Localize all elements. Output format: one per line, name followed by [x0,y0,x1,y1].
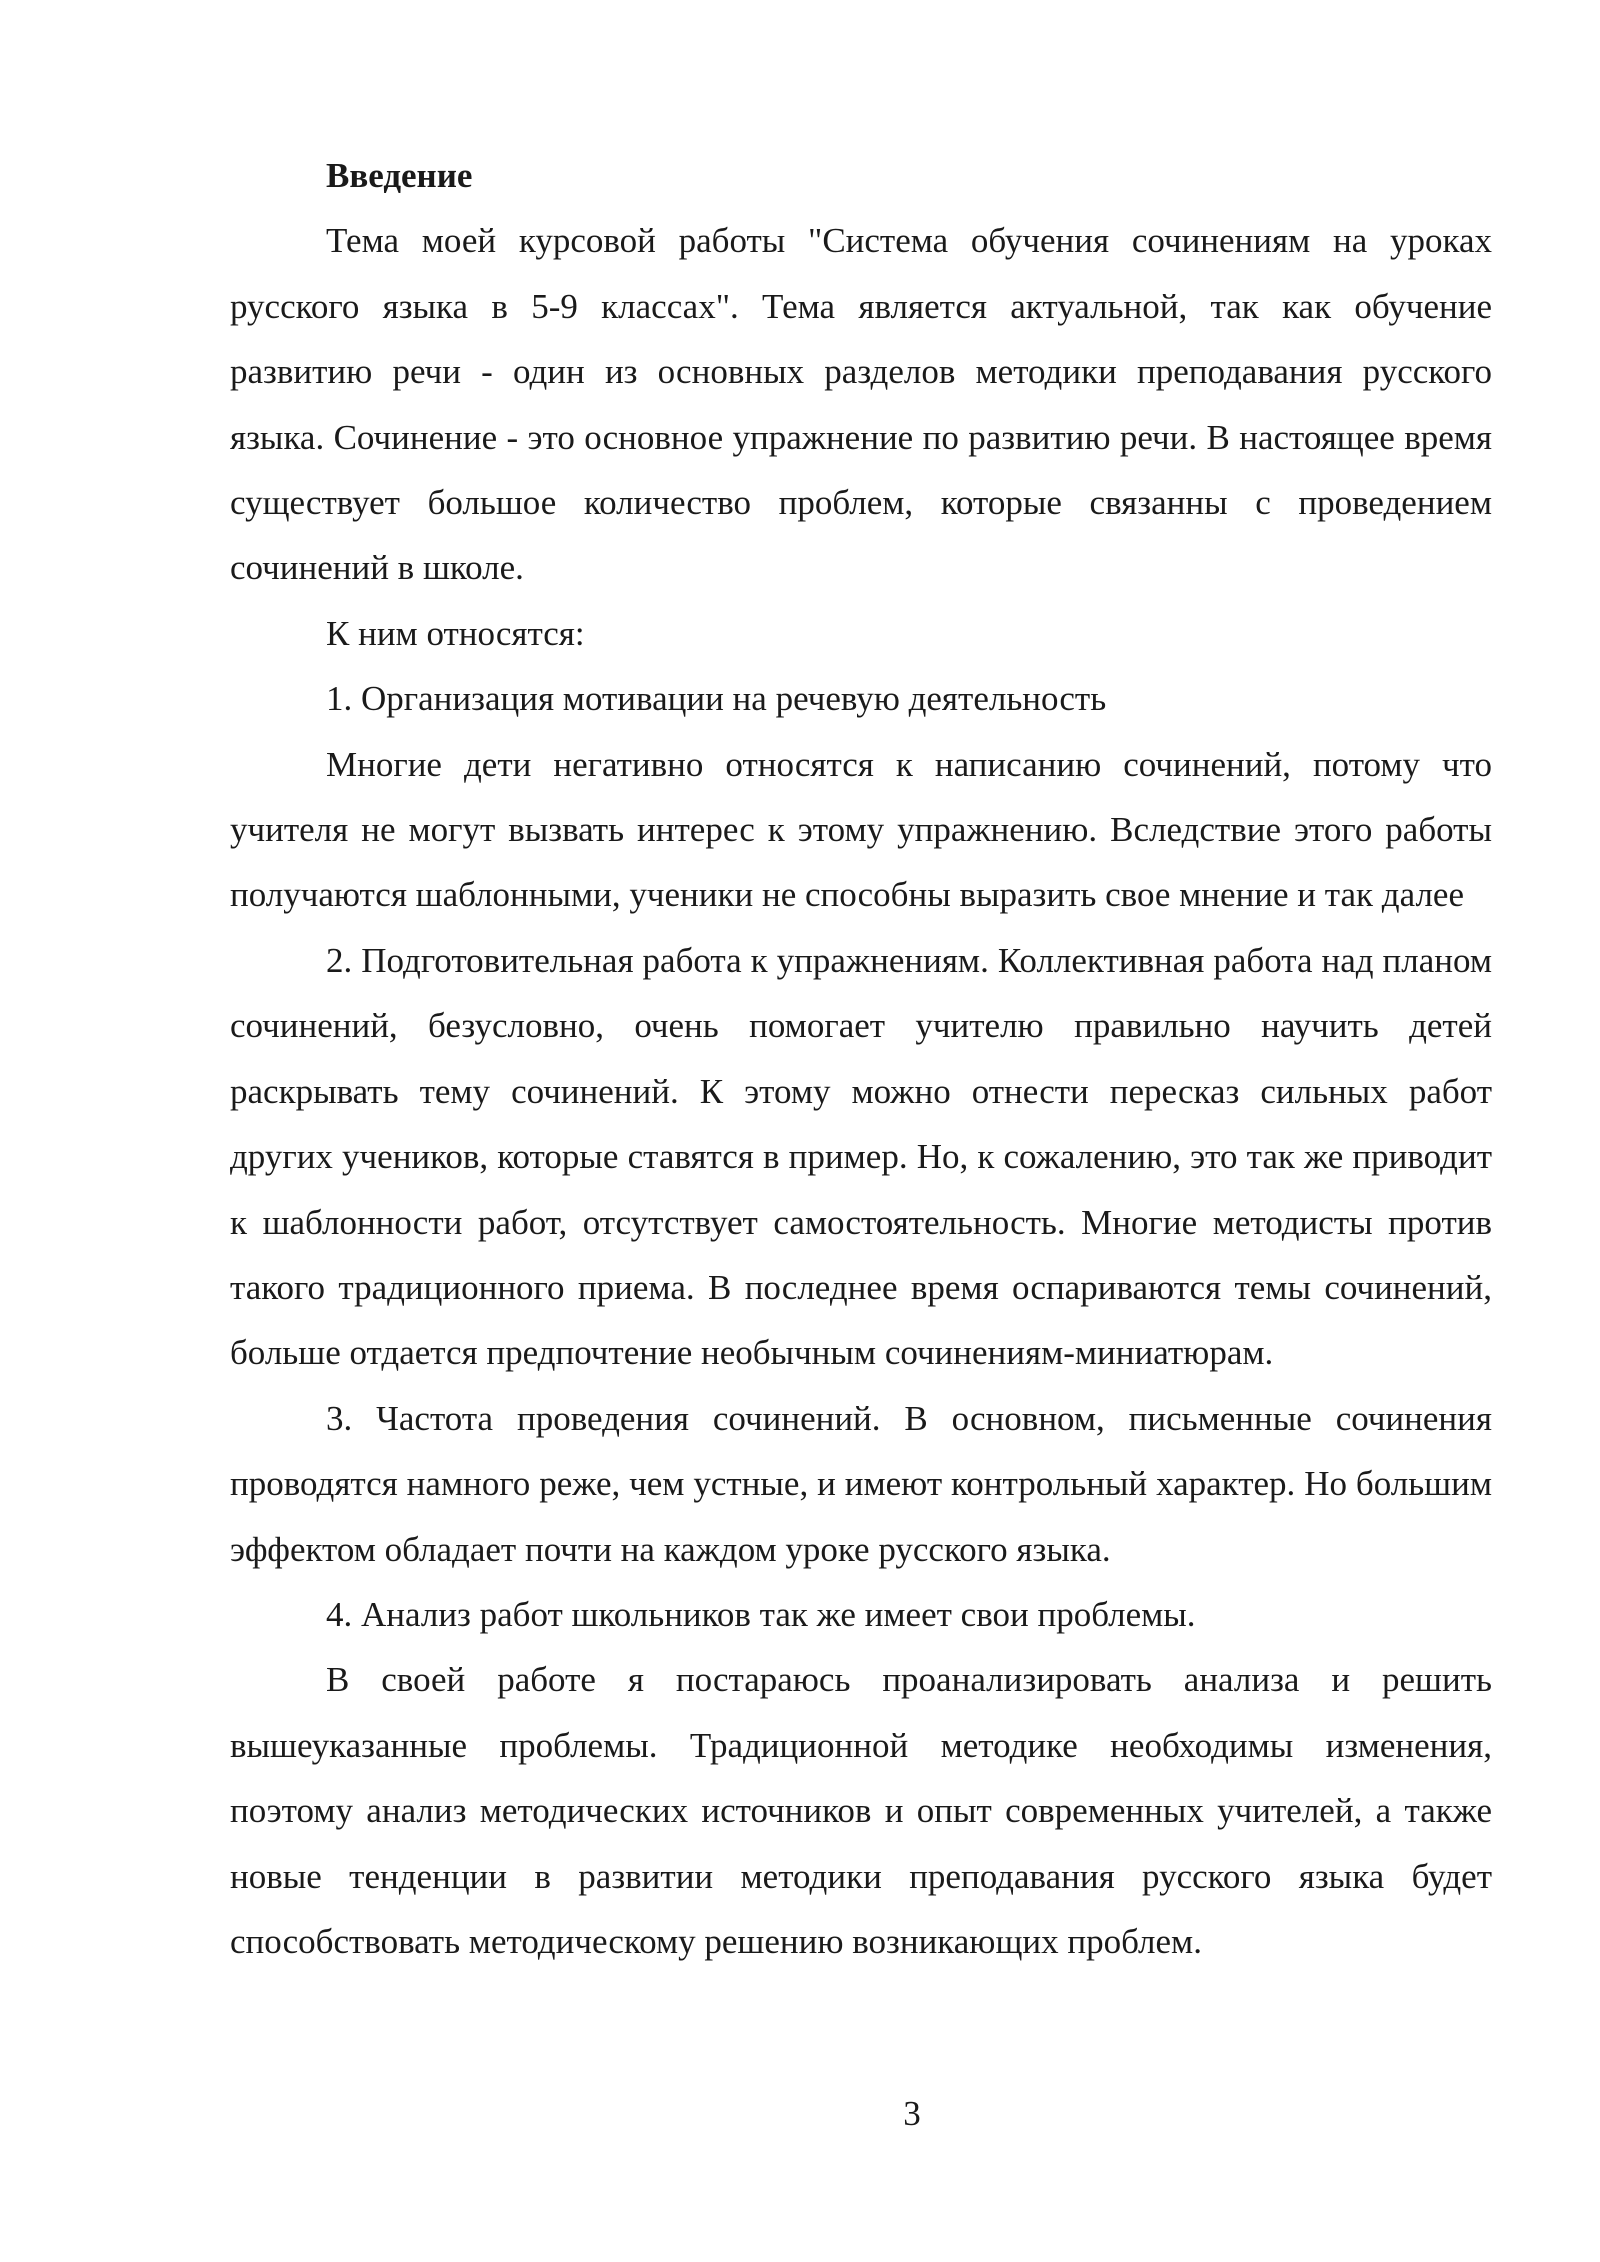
paragraph-topic: Тема моей курсовой работы "Система обучения сочинениям на уроках русского языка в 5-9 классах". Тема является актуальной, так как обучение развитию речи - один из основных разделов методики преподавания русского языка. Сочинение - это основное упражнение по развитию речи. В настоящее время существует большое количество проблем, которые связанны с проведением сочинений в школе. [230,221,1492,588]
paragraph-problems-intro: К ним относятся: [326,613,585,653]
section-heading: Введение [326,156,473,195]
page-number: 3 [903,2094,921,2133]
paragraph-problem-1-detail: Многие дети негативно относятся к написанию сочинений, потому что учителя не могут вызвать интерес к этому упражнению. Вследствие этого работы получаются шаблонными, ученики не способны выразить свое мнение и так далее [230,744,1492,915]
paragraph-conclusion: В своей работе я постараюсь проанализировать анализа и решить вышеуказанные проблемы. Традиционной методике необходимы изменения, поэтому анализ методических источников и опыт современных учителей, а также новые тенденции в развитии методики преподавания русского языка будет способствовать методическому решению возникающих проблем. [230,1660,1492,1961]
problem-item-1: 1. Организация мотивации на речевую деятельность [326,679,1107,719]
page-content [230,143,1492,1974]
problem-item-3: 3. Частота проведения сочинений. В основном, письменные сочинения проводятся намного реже, чем устные, и имеют контрольный характер. Но большим эффектом обладает почти на каждом уроке русского языка. [230,1398,1492,1569]
problem-item-4: 4. Анализ работ школьников так же имеет свои проблемы. [326,1594,1196,1634]
problem-item-2: 2. Подготовительная работа к упражнениям. Коллективная работа над планом сочинений, безусловно, очень помогает учителю правильно научить детей раскрывать тему сочинений. К этому можно отнести пересказ сильных работ других учеников, которые ставятся в пример. Но, к сожалению, это так же приводит к шаблонности работ, отсутствует самостоятельность. Многие методисты против такого традиционного приема. В последнее время оспариваются темы сочинений, больше отдается предпочтение необычным сочинениям-миниатюрам. [230,940,1492,1373]
